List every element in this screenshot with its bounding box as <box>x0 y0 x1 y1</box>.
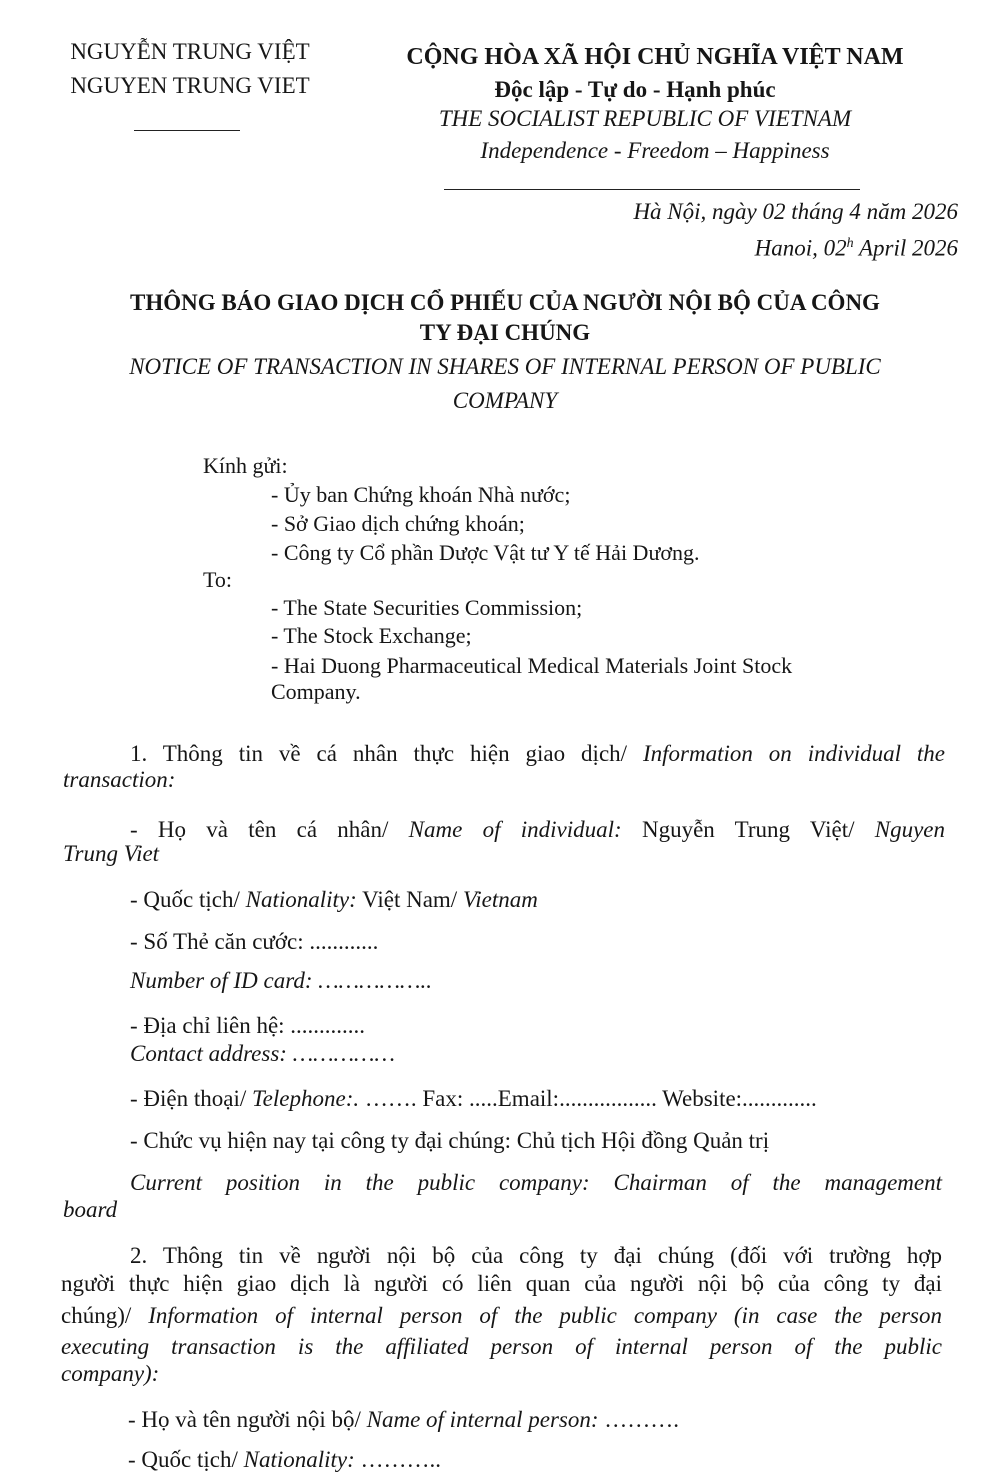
sender-underline <box>134 130 240 131</box>
internal-person-name-row: - Họ và tên người nội bộ/ Name of internal person: ………. <box>128 1407 680 1432</box>
date-vi: Hà Nội, ngày 02 tháng 4 năm 2026 <box>633 199 958 224</box>
section2-line5: company): <box>61 1361 160 1386</box>
recipient-item: - Ủy ban Chứng khoán Nhà nước; <box>271 482 571 507</box>
section1-heading: 1. Thông tin về cá nhân thực hiện giao dịch/ Information on individual the <box>130 741 945 766</box>
section2-line4: executing transaction is the affiliated person of internal person of the public <box>61 1334 942 1359</box>
title-vi-line1: THÔNG BÁO GIAO DỊCH CỔ PHIẾU CỦA NGƯỜI NỘI BỘ CỦA CÔNG <box>130 290 880 315</box>
sender-name-vi: NGUYỄN TRUNG VIỆT <box>70 39 310 64</box>
recipient-item: - Hai Duong Pharmaceutical Medical Materials Joint Stock <box>271 653 793 678</box>
contact-phone-row: - Điện thoại/ Telephone:. ……. Fax: .....Email:................. Website:............. <box>130 1086 817 1111</box>
recipient-item: Company. <box>271 679 361 704</box>
section1-heading-cont: transaction: <box>63 767 176 792</box>
position-en: Current position in the public company: Chairman of the management <box>130 1170 942 1195</box>
recipient-item: - Công ty Cổ phần Dược Vật tư Y tế Hải Dương. <box>271 540 700 565</box>
recipients-label-vi: Kính gửi: <box>203 453 288 478</box>
motto-underline <box>444 189 860 190</box>
motto-vi: Độc lập - Tự do - Hạnh phúc <box>494 77 776 102</box>
recipient-item: - Sở Giao dịch chứng khoán; <box>271 511 525 536</box>
individual-name-cont: Trung Viet <box>63 841 160 866</box>
individual-name-row: - Họ và tên cá nhân/ Name of individual: Nguyễn Trung Việt/ Nguyen <box>130 817 946 842</box>
title-vi-line2: TY ĐẠI CHÚNG <box>419 320 591 345</box>
title-en-line2: COMPANY <box>452 388 558 413</box>
country-name-en: THE SOCIALIST REPUBLIC OF VIETNAM <box>438 106 852 131</box>
nationality-row: - Quốc tịch/ Nationality: Việt Nam/ Vietnam <box>130 887 538 912</box>
id-card-vi: - Số Thẻ căn cước: ............ <box>130 929 379 954</box>
sender-name-en: NGUYEN TRUNG VIET <box>70 73 310 98</box>
position-en-cont: board <box>63 1197 118 1222</box>
position-vi: - Chức vụ hiện nay tại công ty đại chúng: Chủ tịch Hội đồng Quản trị <box>130 1128 770 1153</box>
section2-heading: 2. Thông tin về người nội bộ của công ty đại chúng (đối với trường hợp <box>130 1243 942 1268</box>
title-en-line1: NOTICE OF TRANSACTION IN SHARES OF INTERNAL PERSON OF PUBLIC <box>129 354 881 379</box>
internal-person-nationality-row: - Quốc tịch/ Nationality: ……….. <box>128 1447 442 1472</box>
contact-address-vi: - Địa chỉ liên hệ: ............. <box>130 1013 366 1038</box>
date-en: Hanoi, 02$^h$ April 2026 <box>754 235 958 261</box>
section2-line2: người thực hiện giao dịch là người có liên quan của người nội bộ của công ty đại <box>61 1271 942 1296</box>
motto-en: Independence - Freedom – Happiness <box>480 138 830 163</box>
contact-address-en: Contact address: …………… <box>130 1041 395 1066</box>
id-card-en: Number of ID card: …………….. <box>130 968 432 993</box>
recipient-item: - The State Securities Commission; <box>271 595 583 620</box>
recipients-label-en: To: <box>203 567 233 592</box>
recipient-item: - The Stock Exchange; <box>271 623 472 648</box>
country-name-vi: CỘNG HÒA XÃ HỘI CHỦ NGHĨA VIỆT NAM <box>406 44 904 70</box>
section2-line3: chúng)/ Information of internal person of the public company (in case the person <box>61 1303 942 1328</box>
